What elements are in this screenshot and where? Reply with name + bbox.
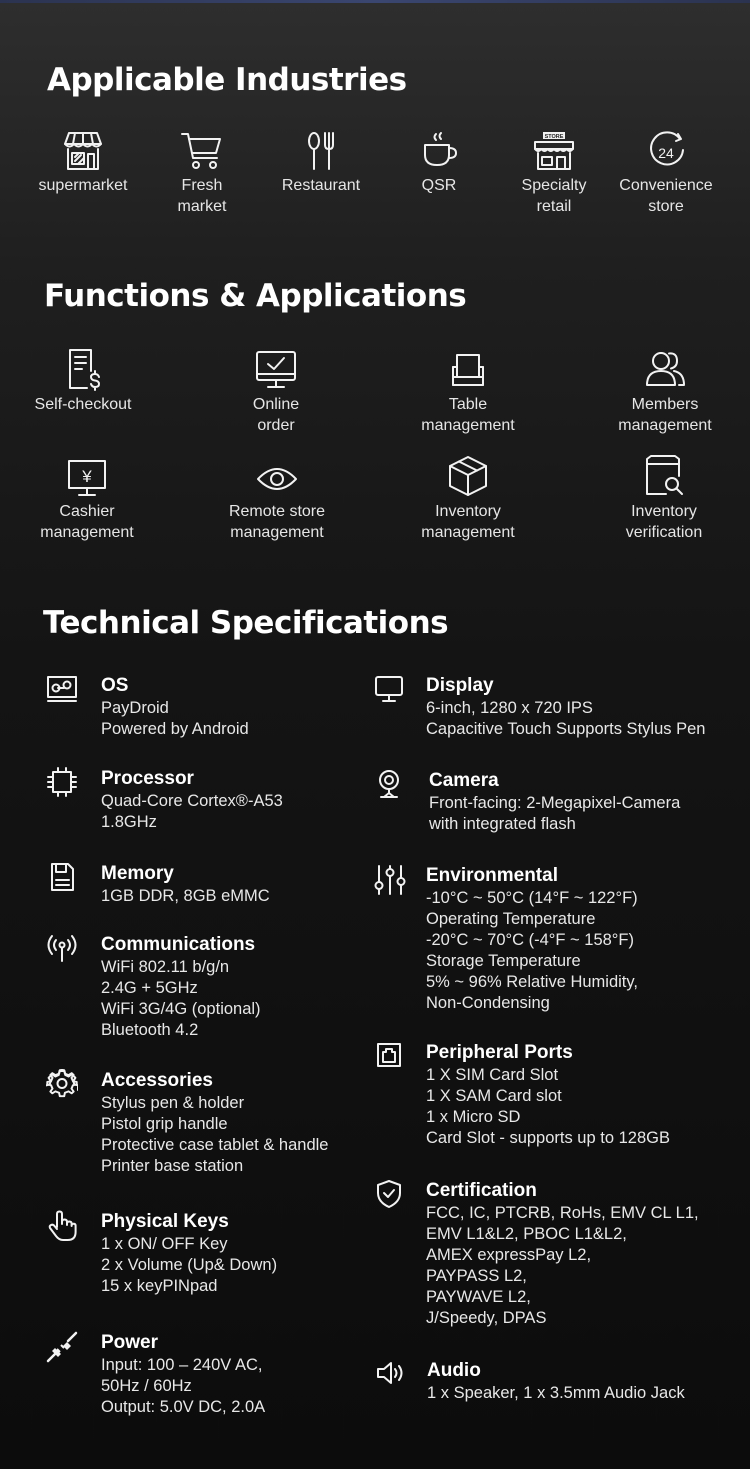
spec-line: Printer base station bbox=[101, 1157, 244, 1175]
store-building-icon bbox=[531, 130, 577, 172]
spec-title: Power bbox=[101, 1332, 159, 1353]
industry-label: supermarket bbox=[38, 177, 128, 194]
display-icon bbox=[373, 674, 405, 704]
eye-icon bbox=[254, 458, 300, 498]
spec-title: OS bbox=[101, 675, 129, 696]
yen-monitor-icon bbox=[64, 458, 110, 498]
sliders-icon bbox=[373, 864, 407, 896]
spec-line: 50Hz / 60Hz bbox=[101, 1377, 192, 1395]
spec-line: WiFi 3G/4G (optional) bbox=[101, 1000, 261, 1018]
industry-label: Restaurant bbox=[281, 177, 361, 194]
spec-title: Memory bbox=[101, 863, 174, 884]
spec-title: Processor bbox=[101, 768, 194, 789]
spec-line: 1GB DDR, 8GB eMMC bbox=[101, 887, 270, 905]
spec-title: Display bbox=[426, 675, 494, 696]
function-label: Members management bbox=[618, 396, 712, 434]
cube-icon bbox=[445, 454, 491, 498]
spec-line: Powered by Android bbox=[101, 720, 249, 738]
industry-label: Fresh market bbox=[177, 177, 227, 215]
spec-line: J/Speedy, DPAS bbox=[426, 1309, 547, 1327]
specs-title: Technical Specifications bbox=[43, 605, 449, 641]
function-label: Inventory verification bbox=[625, 503, 703, 541]
function-label: Self-checkout bbox=[34, 396, 132, 413]
spec-line: 1.8GHz bbox=[101, 813, 157, 831]
industries-title: Applicable Industries bbox=[47, 62, 407, 98]
spec-line: Input: 100 – 240V AC, bbox=[101, 1356, 263, 1374]
spec-line: 1 x Speaker, 1 x 3.5mm Audio Jack bbox=[427, 1384, 685, 1402]
spec-title: Accessories bbox=[101, 1070, 213, 1091]
function-table-management bbox=[403, 347, 533, 436]
table-box-icon bbox=[445, 347, 491, 391]
gear-icon bbox=[46, 1069, 78, 1099]
spec-line: -10°C ~ 50°C (14°F ~ 122°F) bbox=[426, 889, 638, 907]
function-label: Inventory management bbox=[421, 503, 515, 541]
spec-line: Quad-Core Cortex®-A53 bbox=[101, 792, 283, 810]
spec-line: Operating Temperature bbox=[426, 910, 596, 928]
industry-label: Specialty retail bbox=[521, 177, 587, 215]
yen-glyph: ¥ bbox=[82, 467, 92, 486]
industry-supermarket bbox=[18, 130, 148, 196]
spec-title: Camera bbox=[429, 770, 499, 791]
antenna-icon bbox=[46, 933, 78, 963]
industry-label: QSR bbox=[421, 177, 457, 194]
spec-title: Audio bbox=[427, 1360, 481, 1381]
function-online-order bbox=[211, 347, 341, 436]
hand-pointer-icon bbox=[46, 1210, 78, 1242]
power-plug-icon bbox=[46, 1331, 78, 1363]
spec-line: PayDroid bbox=[101, 699, 169, 717]
spec-line: 2 x Volume (Up& Down) bbox=[101, 1256, 278, 1274]
spec-line: Front-facing: 2-Megapixel-Camera bbox=[429, 794, 681, 812]
spec-line: Storage Temperature bbox=[426, 952, 581, 970]
spec-line: PAYPASS L2, bbox=[426, 1267, 527, 1285]
shopping-cart-icon bbox=[179, 130, 225, 172]
spec-line: AMEX expressPay L2, bbox=[426, 1246, 592, 1264]
spec-line: 1 X SIM Card Slot bbox=[426, 1066, 559, 1084]
function-remote-store-management bbox=[212, 458, 342, 543]
spec-title: Communications bbox=[101, 934, 256, 955]
spec-line: Stylus pen & holder bbox=[101, 1094, 245, 1112]
spec-line: Pistol grip handle bbox=[101, 1115, 228, 1133]
spec-line: Protective case tablet & handle bbox=[101, 1136, 329, 1154]
function-inventory-verification bbox=[599, 454, 729, 543]
monitor-check-icon bbox=[253, 347, 299, 391]
receipt-dollar-icon bbox=[60, 347, 106, 391]
function-members-management bbox=[600, 347, 730, 436]
spoon-fork-icon bbox=[298, 130, 344, 172]
function-label: Online order bbox=[252, 396, 300, 434]
shield-check-icon bbox=[373, 1179, 405, 1209]
store-sign-text: STORE bbox=[544, 133, 564, 140]
spec-line: Output: 5.0V DC, 2.0A bbox=[101, 1398, 266, 1416]
industry-label: Convenience store bbox=[619, 177, 713, 215]
spec-line: 2.4G + 5GHz bbox=[101, 979, 198, 997]
os-icon bbox=[46, 674, 78, 704]
function-inventory-management bbox=[403, 454, 533, 543]
spec-line: 15 x keyPINpad bbox=[101, 1277, 218, 1295]
spec-line: with integrated flash bbox=[429, 815, 576, 833]
industry-restaurant bbox=[256, 130, 386, 196]
spec-line: -20°C ~ 70°C (-4°F ~ 158°F) bbox=[426, 931, 634, 949]
spec-line: 5% ~ 96% Relative Humidity, bbox=[426, 973, 638, 991]
spec-line: WiFi 802.11 b/g/n bbox=[101, 958, 230, 976]
speaker-icon bbox=[373, 1359, 405, 1389]
spec-line: Non-Condensing bbox=[426, 994, 550, 1012]
webcam-icon bbox=[373, 769, 405, 799]
top-accent-line bbox=[0, 0, 750, 3]
spec-line: PAYWAVE L2, bbox=[426, 1288, 531, 1306]
spec-title: Physical Keys bbox=[101, 1211, 229, 1232]
spec-line: 6-inch, 1280 x 720 IPS bbox=[426, 699, 593, 717]
spec-line: EMV L1&L2, PBOC L1&L2, bbox=[426, 1225, 627, 1243]
spec-title: Environmental bbox=[426, 865, 558, 886]
storefront-icon bbox=[60, 130, 106, 172]
spec-line: 1 x Micro SD bbox=[426, 1108, 521, 1126]
chip-icon bbox=[46, 767, 78, 797]
sd-card-icon bbox=[46, 862, 78, 892]
function-label: Table management bbox=[421, 396, 515, 434]
spec-line: Bluetooth 4.2 bbox=[101, 1021, 199, 1039]
users-icon bbox=[642, 347, 688, 391]
industry-specialty-retail bbox=[489, 130, 619, 217]
industry-qsr bbox=[374, 130, 504, 196]
spec-title: Certification bbox=[426, 1180, 537, 1201]
spec-line: 1 x ON/ OFF Key bbox=[101, 1235, 228, 1253]
document-search-icon bbox=[641, 454, 687, 498]
spec-line: Card Slot - supports up to 128GB bbox=[426, 1129, 670, 1147]
function-self-checkout bbox=[18, 347, 148, 415]
clock-24-text: 24 bbox=[658, 145, 674, 161]
spec-line: Capacitive Touch Supports Stylus Pen bbox=[426, 720, 706, 738]
function-label: Cashier management bbox=[40, 503, 134, 541]
function-cashier-management bbox=[22, 458, 152, 543]
functions-title: Functions & Applications bbox=[44, 278, 467, 314]
clock-24-icon bbox=[643, 130, 689, 172]
spec-line: 1 X SAM Card slot bbox=[426, 1087, 562, 1105]
spec-line: FCC, IC, PTCRB, RoHs, EMV CL L1, bbox=[426, 1204, 699, 1222]
function-label: Remote store management bbox=[228, 503, 326, 541]
industry-convenience-store bbox=[601, 130, 731, 217]
port-icon bbox=[373, 1041, 405, 1071]
spec-title: Peripheral Ports bbox=[426, 1042, 573, 1063]
industry-fresh-market bbox=[137, 130, 267, 217]
coffee-cup-icon bbox=[416, 130, 462, 172]
